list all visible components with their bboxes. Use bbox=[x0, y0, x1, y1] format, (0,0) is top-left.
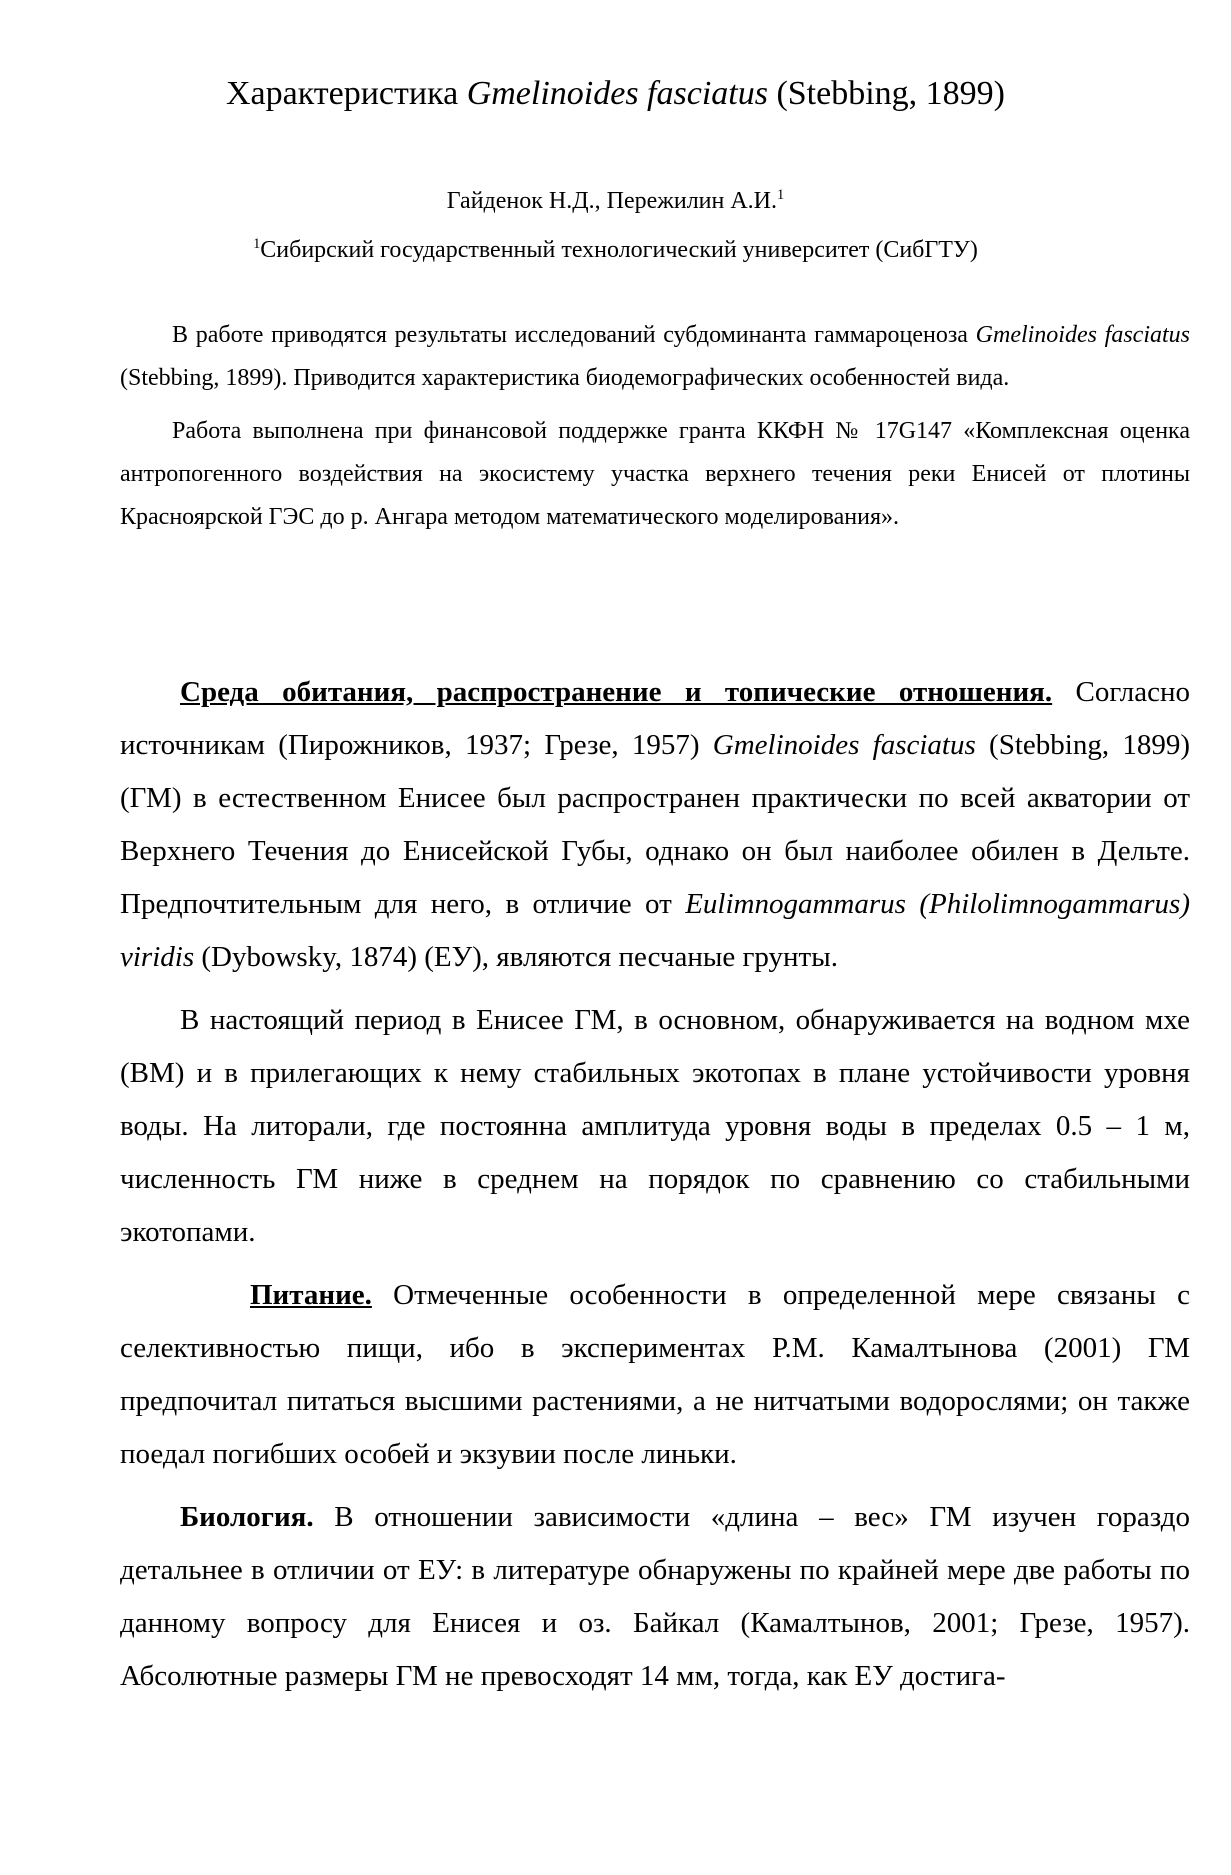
author-affiliation-marker: 1 bbox=[777, 187, 785, 203]
species-name: Gmelinoides fasciatus bbox=[975, 322, 1190, 348]
main-text bbox=[120, 666, 1190, 1713]
paragraph-text: Согласно источникам (Пирожников, 1937; Грезе, 1957) bbox=[120, 676, 1191, 761]
section-heading-biology: Биология. bbox=[180, 1501, 314, 1533]
section-biology bbox=[120, 1491, 1190, 1703]
section-nutrition bbox=[120, 1269, 1190, 1481]
abstract-text: В работе приводятся результаты исследований субдоминанта гаммароценоза bbox=[172, 322, 976, 348]
paragraph-text: (Stebbing, 1899) (ГМ) в естественном Енисее был распространен практически по всей акватории от Верхнего Течения до Енисейской Губы, однако он был наиболее обилен в Дельте. Предпочтительным для него, в отличие от bbox=[120, 729, 1191, 920]
paper-title bbox=[0, 72, 1231, 116]
species-name: Gmelinoides fasciatus bbox=[712, 729, 976, 761]
section-habitat bbox=[120, 666, 1190, 984]
title-species: Gmelinoides fasciatus bbox=[466, 75, 768, 112]
paragraph-text: В отношении зависимости «длина – вес» ГМ изучен гораздо детальнее в отличии от ЕУ: в литературе обнаружены по крайней мере две работы по данному вопросу для Енисея и оз. Байкал (Камалтынов, 2001; Грезе, 1957). Абсолютные размеры ГМ не превосходят 14 мм, тогда, как ЕУ достига- bbox=[120, 1501, 1190, 1692]
title-suffix: (Stebbing, 1899) bbox=[767, 75, 1005, 112]
authors-line bbox=[0, 185, 1231, 217]
abstract bbox=[120, 314, 1190, 539]
affiliation-text: Сибирский государственный технологический университет (СибГТУ) bbox=[260, 237, 978, 263]
affiliation-line bbox=[0, 234, 1231, 266]
paragraph-text: Отмеченные особенности в определенной мере связаны с селективностью пищи, ибо в экспериментах Р.М. Камалтынова (2001) ГМ предпочитал питаться высшими растениями, а не нитчатыми водорослями; он также поедал погибших особей и экзувии после линьки. bbox=[120, 1279, 1190, 1470]
title-prefix: Характеристика bbox=[225, 75, 467, 112]
species-name: Eulimnogammarus (Philolimnogammarus) viridis bbox=[120, 888, 1190, 973]
grant-acknowledgement: Работа выполнена при финансовой поддержке гранта ККФН № 17G147 «Комплексная оценка антропогенного воздействия на экосистему участка верхнего течения реки Енисей от плотины Красноярской ГЭС до р. Ангара методом математического моделирования». bbox=[120, 418, 1190, 530]
author-names: Гайденок Н.Д., Пережилин А.И. bbox=[446, 188, 778, 214]
abstract-paragraph-1 bbox=[120, 314, 1190, 400]
affiliation-marker: 1 bbox=[253, 236, 261, 252]
paragraph-text: (Dybowsky, 1874) (ЕУ), являются песчаные грунты. bbox=[194, 941, 838, 973]
paragraph-current-distribution: В настоящий период в Енисее ГМ, в основном, обнаруживается на водном мхе (ВМ) и в прилегающих к нему стабильных экотопах в плане устойчивости уровня воды. На литорали, где постоянна амплитуда уровня воды в пределах 0.5 – 1 м, численность ГМ ниже в среднем на порядок по сравнению со стабильными экотопами. bbox=[120, 1004, 1190, 1248]
abstract-text: (Stebbing, 1899). Приводится характеристика биодемографических особенностей вида. bbox=[120, 365, 1010, 391]
section-heading-habitat: Среда обитания, распространение и топические отношения. bbox=[180, 676, 1053, 708]
section-heading-nutrition: Питание. bbox=[250, 1279, 372, 1311]
